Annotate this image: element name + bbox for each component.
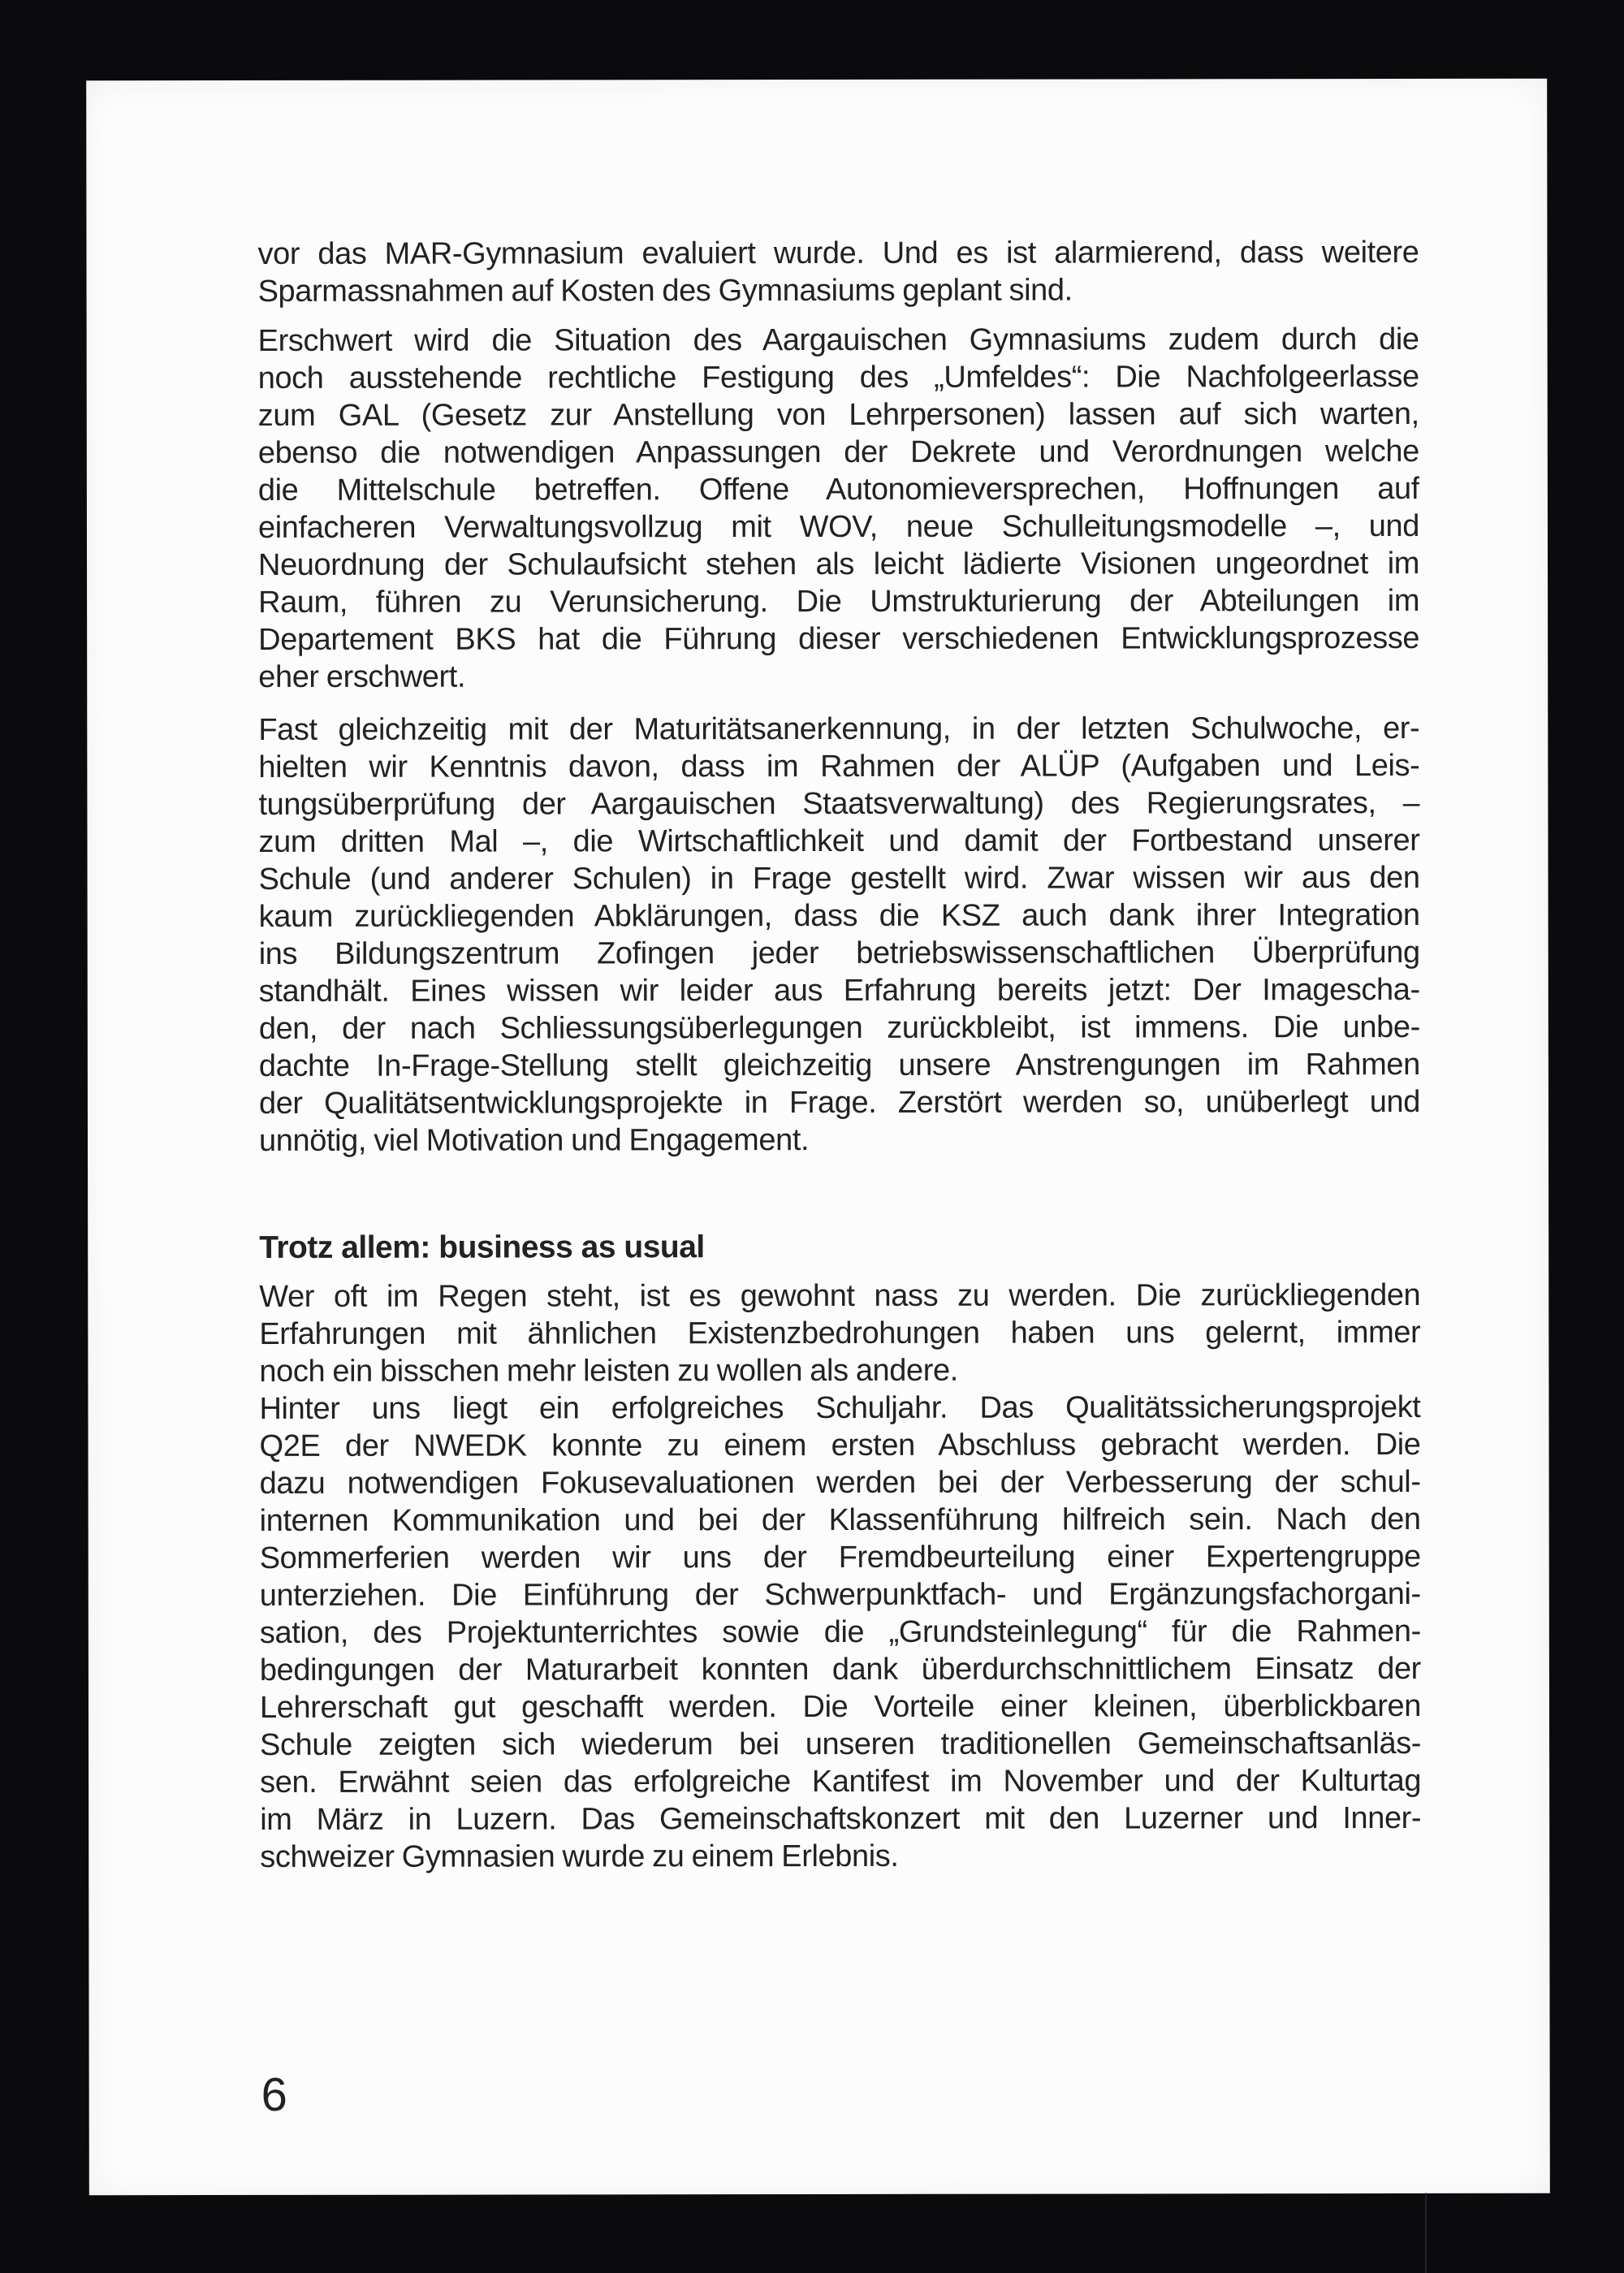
text-line: Hinter uns liegt ein erfolgreiches Schuljahr. Das Qualitätssicherungsprojekt <box>259 1389 1421 1426</box>
text-line: dazu notwendigen Fokusevaluationen werden bei der Verbesserung der schul- <box>259 1464 1421 1501</box>
text-line: zum GAL (Gesetz zur Anstellung von Lehrpersonen) lassen auf sich warten, <box>257 396 1419 433</box>
scan-artifact-line <box>1425 2193 1427 2273</box>
text-line: einfacheren Verwaltungsvollzug mit WOV, neue Schulleitungsmodelle –, und <box>257 508 1419 545</box>
text-line: Erschwert wird die Situation des Aargauischen Gymnasiums zudem durch die <box>257 322 1419 358</box>
text-line: ebenso die notwendigen Anpassungen der Dekrete und Verordnungen welche <box>257 434 1419 470</box>
text-line: noch ausstehende rechtliche Festigung des „Umfeldes“: Die Nachfolgeerlasse <box>257 359 1419 395</box>
text-line: tungsüberprüfung der Aargauischen Staatsverwaltung) des Regierungsrates, – <box>258 785 1420 822</box>
paragraph-2 <box>258 321 1420 696</box>
section-heading: Trotz allem: business as usual <box>259 1229 705 1265</box>
text-line: unterziehen. Die Einführung der Schwerpunktfach- und Ergänzungsfachorgani- <box>259 1576 1421 1613</box>
text-line: zum dritten Mal –, die Wirtschaftlichkeit und damit der Fortbestand unserer <box>258 823 1420 859</box>
text-line: vor das MAR-Gymnasium evaluiert wurde. Und es ist alarmierend, dass weitere <box>257 235 1419 271</box>
text-line: Neuordnung der Schulaufsicht stehen als leicht lädierte Visionen ungeordnet im <box>257 546 1420 582</box>
text-line: Sparmassnahmen auf Kosten des Gymnasiums geplant sind. <box>257 273 1073 309</box>
text-line: Lehrerschaft gut geschafft werden. Die Vorteile einer kleinen, überblickbaren <box>259 1688 1422 1725</box>
page-number: 6 <box>261 2068 287 2121</box>
text-line: kaum zurückliegenden Abklärungen, dass die KSZ auch dank ihrer Integration <box>258 897 1420 934</box>
text-line: schweizer Gymnasien wurde zu einem Erlebnis. <box>260 1839 899 1874</box>
paragraph-4 <box>259 1277 1420 1390</box>
text-line: die Mittelschule betreffen. Offene Autonomieversprechen, Hoffnungen auf <box>257 471 1419 508</box>
text-line: den, der nach Schliessungsüberlegungen zurückbleibt, ist immens. Die unbe- <box>258 1009 1420 1046</box>
text-line: internen Kommunikation und bei der Klassenführung hilfreich sein. Nach den <box>259 1502 1421 1538</box>
text-line: Wer oft im Regen steht, ist es gewohnt nass zu werden. Die zurückliegenden <box>259 1277 1421 1314</box>
text-column <box>257 234 1421 1876</box>
text-line: Fast gleichzeitig mit der Maturitätsanerkennung, in der letzten Schulwoche, er- <box>258 711 1420 747</box>
text-line: sation, des Projektunterrichtes sowie die „Grundsteinlegung“ für die Rahmen- <box>259 1614 1421 1650</box>
text-line: der Qualitätsentwicklungsprojekte in Frage. Zerstört werden so, unüberlegt und <box>258 1084 1420 1121</box>
text-line: Q2E der NWEDK konnte zu einem ersten Abschluss gebracht werden. Die <box>259 1427 1421 1463</box>
text-line: dachte In-Frage-Stellung stellt gleichzeitig unsere Anstrengungen im Rahmen <box>258 1047 1420 1083</box>
text-line: standhält. Eines wissen wir leider aus Erfahrung bereits jetzt: Der Imagescha- <box>258 972 1420 1009</box>
document-page <box>86 79 1550 2196</box>
text-line: bedingungen der Maturarbeit konnten dank überdurchschnittlichem Einsatz der <box>259 1651 1421 1687</box>
text-line: sen. Erwähnt seien das erfolgreiche Kantifest im November und der Kulturtag <box>260 1763 1422 1800</box>
text-line: Departement BKS hat die Führung dieser verschiedenen Entwicklungsprozesse <box>258 620 1420 657</box>
paragraph-3 <box>258 710 1420 1160</box>
text-line: Schule zeigten sich wiederum bei unseren traditionellen Gemeinschaftsanläs- <box>260 1726 1422 1762</box>
text-line: ins Bildungszentrum Zofingen jeder betriebswissenschaftlichen Überprüfung <box>258 935 1420 971</box>
text-line: Raum, führen zu Verunsicherung. Die Umstrukturierung der Abteilungen im <box>258 583 1420 620</box>
text-line: noch ein bisschen mehr leisten zu wollen als andere. <box>259 1353 958 1389</box>
text-line: Sommerferien werden wir uns der Fremdbeurteilung einer Expertengruppe <box>259 1539 1421 1575</box>
text-line: hielten wir Kenntnis davon, dass im Rahmen der ALÜP (Aufgaben und Leis- <box>258 748 1420 784</box>
text-line: Erfahrungen mit ähnlichen Existenzbedrohungen haben uns gelernt, immer <box>259 1315 1421 1351</box>
text-line: im März in Luzern. Das Gemeinschaftskonzert mit den Luzerner und Inner- <box>260 1800 1422 1837</box>
text-line: eher erschwert. <box>258 659 466 694</box>
paragraph-1 <box>257 234 1419 310</box>
paragraph-5 <box>259 1389 1421 1876</box>
text-line: unnötig, viel Motivation und Engagement. <box>258 1123 810 1158</box>
text-line: Schule (und anderer Schulen) in Frage gestellt wird. Zwar wissen wir aus den <box>258 860 1420 897</box>
